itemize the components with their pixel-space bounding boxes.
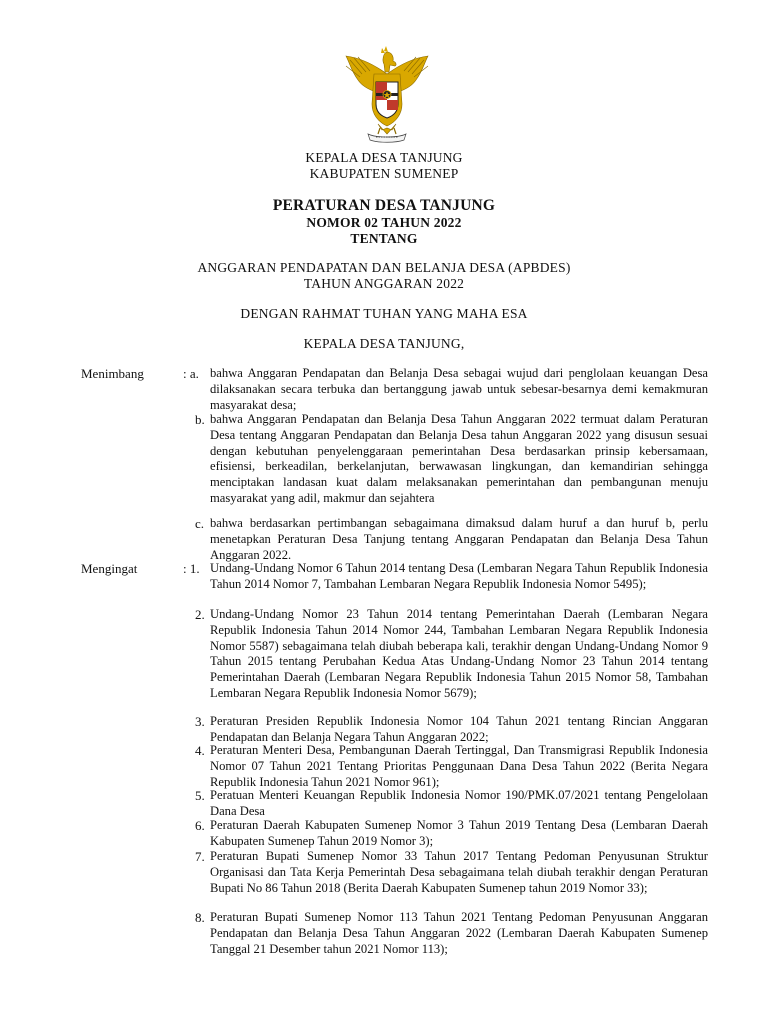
- regulation-subject-line-2: TAHUN ANGGARAN 2022: [303, 276, 465, 291]
- regulation-subject-line-1: ANGGARAN PENDAPATAN DAN BELANJA DESA (APBDES): [197, 260, 571, 275]
- mengingat-label: Mengingat: [81, 561, 138, 576]
- menimbang-marker-c: c.: [195, 516, 205, 531]
- issuer-line: KEPALA DESA TANJUNG,: [303, 336, 465, 351]
- mengingat-item-5: Peratuan Menteri Keuangan Republik Indonesia Nomor 190/PMK.07/2021 tentang Pengelolaan Dana Desa: [210, 788, 708, 818]
- regulation-about: TENTANG: [350, 231, 418, 246]
- mengingat-marker-4: 4.: [195, 743, 205, 758]
- mengingat-item-3: Peraturan Presiden Republik Indonesia Nomor 104 Tahun 2021 tentang Rincian Anggaran Pendapatan dan Belanja Negara Tahun Anggaran 2022;: [210, 714, 708, 744]
- regulation-title: PERATURAN DESA TANJUNG: [272, 197, 496, 214]
- menimbang-item-c: bahwa berdasarkan pertimbangan sebagaimana dimaksud dalam huruf a dan huruf b, perlu menetapkan Peraturan Desa Tanjung tentang Anggaran Pendapatan dan Belanja Desa Tahun Anggaran 2022.: [210, 516, 708, 562]
- regulation-number: NOMOR 02 TAHUN 2022: [306, 215, 462, 230]
- mengingat-item-8: Peraturan Bupati Sumenep Nomor 113 Tahun 2021 Tentang Pedoman Penyusunan Anggaran Pendapatan dan Belanja Desa Tahun Anggaran 2022 (Lembaran Daerah Kabupaten Sumenep Tanggal 21 Desember tahun 2021 Nomor 113);: [210, 910, 708, 956]
- menimbang-marker-a: : a.: [183, 366, 199, 381]
- mengingat-item-6: Peraturan Daerah Kabupaten Sumenep Nomor 3 Tahun 2019 Tentang Desa (Lembaran Daerah Kabupaten Sumenep Tahun 2019 Nomor 3);: [210, 818, 708, 848]
- mengingat-marker-6: 6.: [195, 818, 205, 833]
- garuda-emblem-icon: [340, 44, 434, 144]
- mengingat-item-7: Peraturan Bupati Sumenep Nomor 33 Tahun 2017 Tentang Pedoman Penyusunan Struktur Organisasi dan Tata Kerja Pemerintah Desa sebagaimana telah diubah terakhir dengan Peraturan Bupati No 86 Tahun 2018 (Berita Daerah Kabupaten Sumenep tahun 2019 Nomor 33);: [210, 849, 708, 895]
- mengingat-marker-8: 8.: [195, 910, 205, 925]
- mengingat-item-2: Undang-Undang Nomor 23 Tahun 2014 tentang Pemerintahan Daerah (Lembaran Negara Republik Indonesia Tahun 2014 Nomor 244, Tambahan Lembaran Negara Republik Indonesia Nomor 5587) sebagaimana telah diubah beberapa kali, terakhir dengan Undang-Undang Nomor 9 Tahun 2015 tentang Perubahan Kedua Atas Undang-Undang Nomor 23 Tahun 2014 tentang Pemerintahan Daerah (Lembaran Negara Republik Indonesia Tahun 2015 Nomor 58, Tambahan Lembaran Negara Republik Indonesia Nomor 5679);: [210, 607, 708, 700]
- header-line-2: KABUPATEN SUMENEP: [309, 166, 459, 181]
- menimbang-label: Menimbang: [81, 366, 144, 381]
- mengingat-marker-2: 2.: [195, 607, 205, 622]
- mengingat-marker-7: 7.: [195, 849, 205, 864]
- blessing-line: DENGAN RAHMAT TUHAN YANG MAHA ESA: [240, 306, 528, 321]
- mengingat-item-4: Peraturan Menteri Desa, Pembangunan Daerah Tertinggal, Dan Transmigrasi Republik Indonesia Nomor 07 Tahun 2021 Tentang Prioritas Penggunaan Dana Desa Tahun 2022 (Berita Negara Republik Indonesia Tahun 2021 Nomor 961);: [210, 743, 708, 789]
- mengingat-marker-3: 3.: [195, 714, 205, 729]
- mengingat-marker-5: 5.: [195, 788, 205, 803]
- mengingat-item-1: Undang-Undang Nomor 6 Tahun 2014 tentang Desa (Lembaran Negara Tahun Republik Indonesia Tahun 2014 Nomor 7, Tambahan Lembaran Negara Republik Indonesia Nomor 5495);: [210, 561, 708, 591]
- header-line-1: KEPALA DESA TANJUNG: [305, 150, 463, 165]
- menimbang-marker-b: b.: [195, 412, 205, 427]
- menimbang-item-a: bahwa Anggaran Pendapatan dan Belanja Desa sebagai wujud dari penglolaan keuangan Desa dilaksanakan secara terbuka dan bertanggung jawab untuk sebesar-besarnya demi kemakmuran masyarakat desa;: [210, 366, 708, 412]
- mengingat-marker-1: : 1.: [183, 561, 200, 576]
- menimbang-item-b: bahwa Anggaran Pendapatan dan Belanja Desa Tahun Anggaran 2022 termuat dalam Peraturan Desa tentang Anggaran Pendapatan dan Belanja Desa tahun Anggaran 2022 yang disusun sesuai dengan kebutuhan penyelenggaraan pemerintahan Desa berdasarkan prinsip kebersamaan, efisiensi, berkeadilan, berkelanjutan, berwawasan lingkungan, dan kemandirian sehingga menciptakan landasan kuat dalam melaksanakan pemerintahan dan pembangunan menuju masyarakat yang adil, makmur dan sejahtera: [210, 412, 708, 505]
